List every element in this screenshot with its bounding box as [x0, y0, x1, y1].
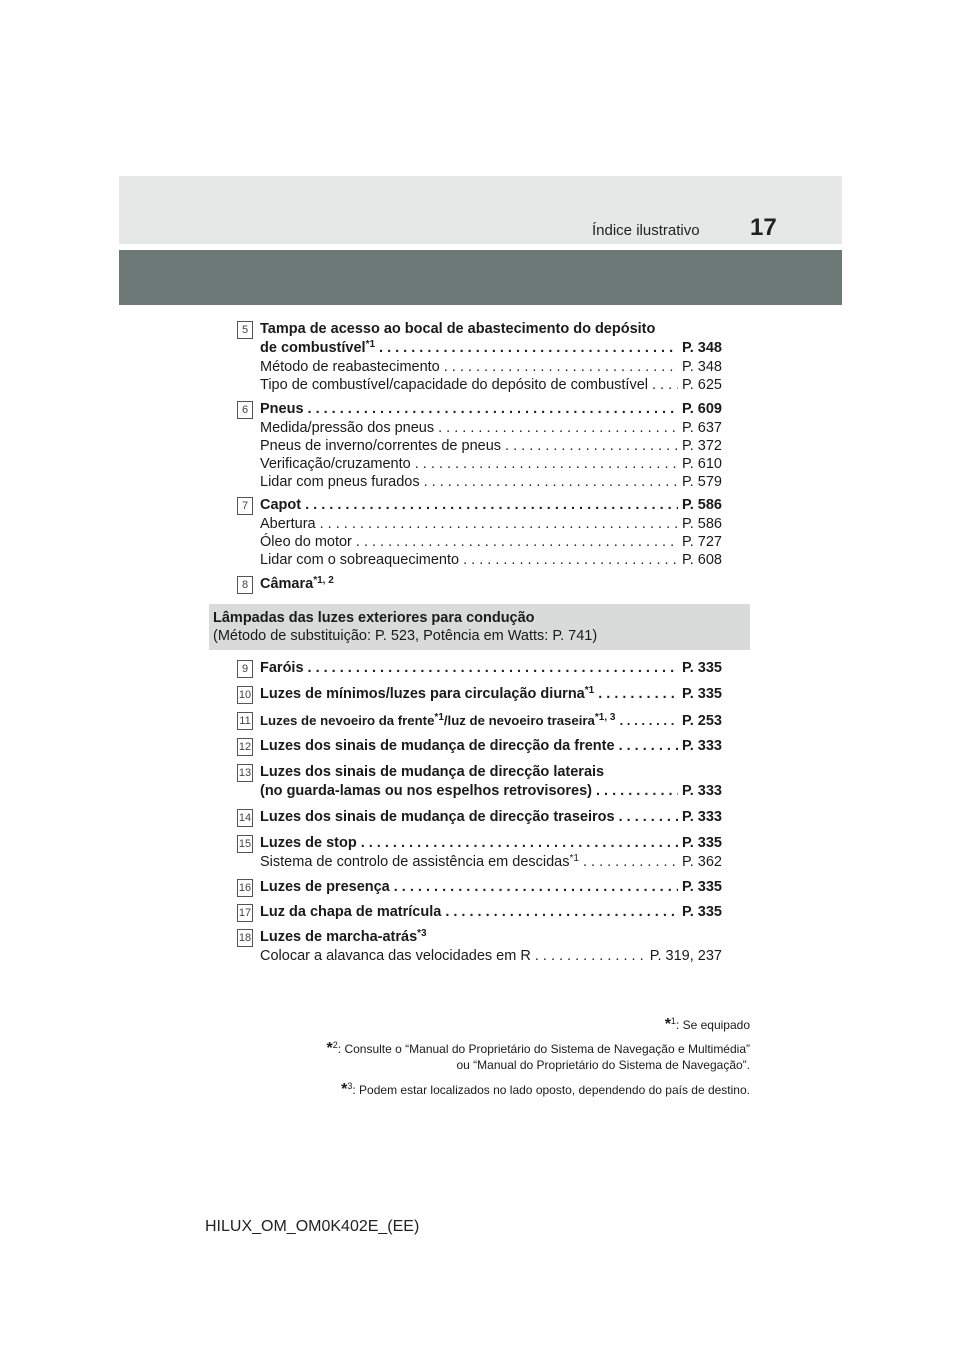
item-number-13: 13 — [237, 764, 253, 782]
lamp-item: Luzes de marcha-atrás$^{*3}$ — [260, 928, 427, 945]
item-heading: Tampa de acesso ao bocal de abastecimento do depósito — [260, 321, 656, 337]
item-number-15: 15 — [237, 835, 253, 853]
item-sub: Verificação/cruzamento . . . P. 610 — [260, 455, 722, 474]
lamp-section-subtitle: (Método de substituição: P. 523, Potência em Watts: P. 741) — [213, 628, 598, 644]
item-number-17: 17 — [237, 904, 253, 922]
item-sub: Método de reabastecimento . . . P. 348 — [260, 358, 722, 377]
item-number-16: 16 — [237, 879, 253, 897]
item-sub: Abertura . . . P. 586 — [260, 515, 722, 534]
lamp-item: Faróis . . . P. 335 — [260, 659, 722, 678]
item-sub: Óleo do motor . . . P. 727 — [260, 533, 722, 552]
footnote: *$^3$: Podem estar localizados no lado oposto, dependendo do país de destino. — [341, 1081, 750, 1098]
footnote: *$^2$: Consulte o “Manual do Proprietário do Sistema de Navegação e Multimédia” — [326, 1040, 750, 1057]
lamp-sub: Colocar a alavanca das velocidades em R . . . P. 319, 237 — [260, 947, 722, 966]
item-sub: Medida/pressão dos pneus . . . P. 637 — [260, 419, 722, 438]
lamp-item: Luz da chapa de matrícula . . . P. 335 — [260, 903, 722, 922]
lamp-item: (no guarda-lamas ou nos espelhos retrovisores) . . . P. 333 — [260, 782, 722, 801]
lamp-item: Luzes de mínimos/luzes para circulação diurna$^{*1}$ . . . P. 335 — [260, 685, 722, 704]
lamp-item: Luzes dos sinais de mudança de direcção laterais — [260, 764, 605, 780]
item-sub: Lidar com pneus furados . . . P. 579 — [260, 473, 722, 492]
item-number-18: 18 — [237, 929, 253, 947]
lamp-item: Luzes de stop . . . P. 335 — [260, 834, 722, 853]
item-number-7: 7 — [237, 497, 253, 515]
item-sub: Lidar com o sobreaquecimento . . . P. 608 — [260, 551, 722, 570]
item-number-10: 10 — [237, 686, 253, 704]
item-number-12: 12 — [237, 738, 253, 756]
footnote: *$^1$: Se equipado — [664, 1016, 750, 1033]
item-number-5: 5 — [237, 321, 253, 339]
item-number-11: 11 — [237, 712, 253, 730]
lamp-item: Luzes de nevoeiro da frente$^{*1}$/luz de nevoeiro traseira$^{*1, 3}$ . . . P. 253 — [260, 711, 722, 730]
footnote-continued: ou “Manual do Proprietário do Sistema de Navegação”. — [456, 1058, 750, 1072]
item-heading: de combustível$^{*1}$ . . . P. 348 — [260, 339, 722, 358]
lamp-item: Luzes dos sinais de mudança de direcção traseiros . . . P. 333 — [260, 808, 722, 827]
lamp-section-box — [209, 604, 750, 650]
item-number-6: 6 — [237, 401, 253, 419]
header-band — [119, 250, 842, 305]
section-title: Índice ilustrativo — [592, 222, 700, 239]
item-number-8: 8 — [237, 576, 253, 594]
item-number-14: 14 — [237, 809, 253, 827]
header-bar — [119, 176, 842, 244]
item-sub: Pneus de inverno/correntes de pneus . . . P. 372 — [260, 437, 722, 456]
document-code: HILUX_OM_OM0K402E_(EE) — [205, 1218, 420, 1235]
lamp-section-title: Lâmpadas das luzes exteriores para condução — [213, 610, 535, 626]
item-heading: Capot . . . P. 586 — [260, 496, 722, 515]
lamp-item: Luzes de presença . . . P. 335 — [260, 878, 722, 897]
page-number: 17 — [750, 214, 777, 241]
item-sub: Tipo de combustível/capacidade do depósito de combustível . . . P. 625 — [260, 376, 722, 395]
item-number-9: 9 — [237, 660, 253, 678]
item-heading: Pneus . . . P. 609 — [260, 400, 722, 419]
lamp-sub: Sistema de controlo de assistência em descidas$^{*1}$ . . . P. 362 — [260, 853, 722, 872]
item-heading: Câmara$^{*1, 2}$ — [260, 575, 334, 592]
lamp-item: Luzes dos sinais de mudança de direcção da frente . . . P. 333 — [260, 737, 722, 756]
